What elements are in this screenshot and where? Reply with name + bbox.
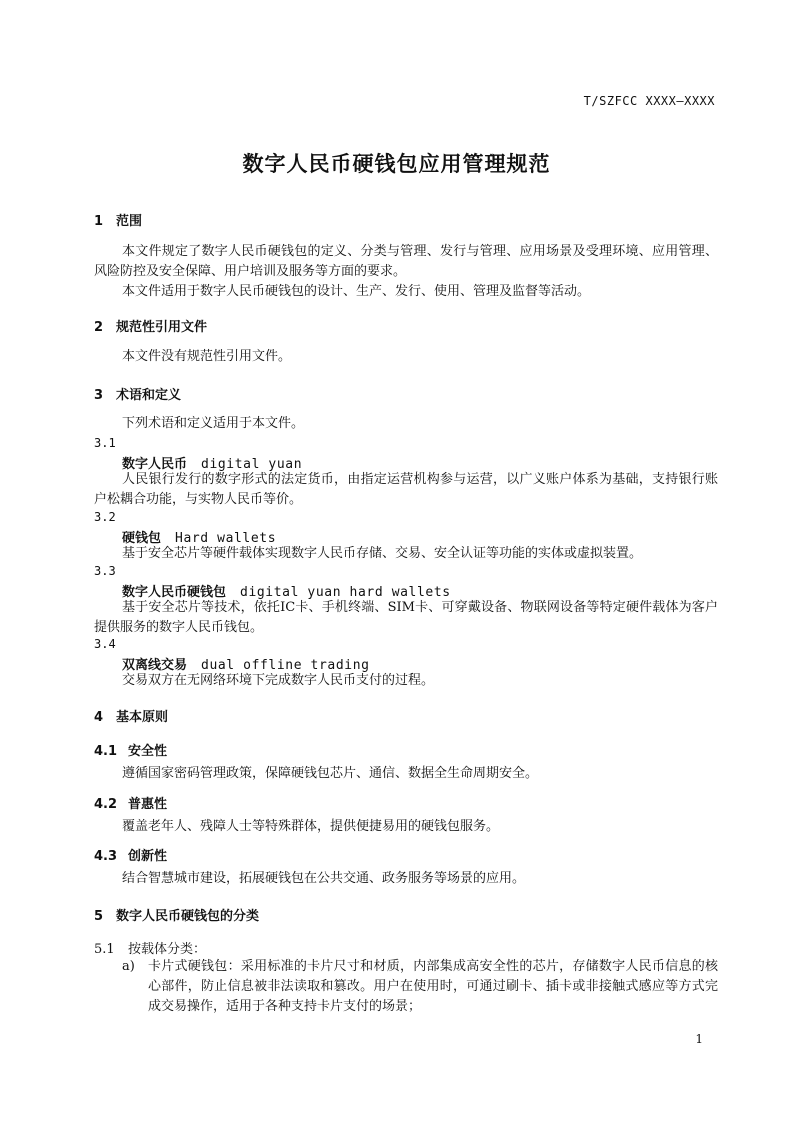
term-zh: 数字人民币 (122, 457, 188, 472)
subsection-heading (94, 845, 167, 864)
subsection-number: 4.1 (94, 744, 118, 759)
paragraph: 结合智慧城市建设，拓展硬钱包在公共交通、政务服务等场景的应用。 (122, 871, 526, 886)
term-en: digital yuan hard wallets (240, 585, 451, 600)
document-number: T/SZFCC XXXX—XXXX (583, 94, 715, 108)
subsection-title: 创新性 (128, 849, 168, 864)
subsection-number: 5.1 (94, 942, 115, 957)
section-title: 规范性引用文件 (116, 320, 208, 335)
subsection-number: 4.3 (94, 849, 118, 864)
section-number: 1 (94, 214, 104, 229)
term-en: dual offline trading (201, 658, 370, 673)
subsection-number: 4.2 (94, 797, 118, 812)
section-heading-4 (94, 706, 168, 725)
term-definition: 基于安全芯片等硬件载体实现数字人民币存储、交易、安全认证等功能的实体或虚拟装置。 (122, 546, 643, 561)
subsection-heading (94, 938, 206, 957)
section-heading-1 (94, 210, 142, 229)
section-heading-2 (94, 316, 207, 335)
subsection-title: 安全性 (128, 744, 168, 759)
section-title: 术语和定义 (116, 388, 182, 403)
term-zh: 双离线交易 (122, 658, 188, 673)
paragraph: 下列术语和定义适用于本文件。 (122, 416, 305, 431)
section-number: 5 (94, 909, 104, 924)
page-number: 1 (695, 1032, 703, 1046)
section-title: 范围 (116, 214, 143, 229)
term-zh: 硬钱包 (122, 531, 162, 546)
paragraph: 本文件没有规范性引用文件。 (122, 349, 292, 364)
section-title: 基本原则 (116, 710, 169, 725)
term-number: 3.4 (94, 637, 116, 651)
term-en: Hard wallets (175, 531, 277, 546)
paragraph: 本文件适用于数字人民币硬钱包的设计、生产、发行、使用、管理及监督等活动。 (122, 284, 591, 299)
list-item (122, 957, 718, 1017)
section-title: 数字人民币硬钱包的分类 (116, 909, 260, 924)
subsection-title: 普惠性 (128, 797, 168, 812)
section-number: 2 (94, 320, 104, 335)
subsection-heading (94, 793, 167, 812)
section-heading-5 (94, 905, 259, 924)
page-title: 数字人民币硬钱包应用管理规范 (242, 152, 551, 176)
term-definition: 人民银行发行的数字形式的法定货币，由指定运营机构参与运营，以广义账户体系为基础，支持银行账户松耦合功能，与实物人民币等价。 (94, 472, 718, 507)
term-number: 3.1 (94, 436, 116, 450)
paragraph: 本文件规定了数字人民币硬钱包的定义、分类与管理、发行与管理、应用场景及受理环境、应用管理、风险防控及安全保障、用户培训及服务等方面的要求。 (94, 244, 718, 279)
list-item-text: 卡片式硬钱包：采用标准的卡片尺寸和材质，内部集成高安全性的芯片，存储数字人民币信息的核心部件，防止信息被非法读取和篡改。用户在使用时，可通过刷卡、插卡或非接触式感应等方式完成交易操作，适用于各种支持卡片支付的场景； (148, 959, 718, 1014)
term-definition: 基于安全芯片等技术，依托IC卡、手机终端、SIM卡、可穿戴设备、物联网设备等特定硬件载体为客户提供服务的数字人民币钱包。 (94, 600, 718, 635)
section-number: 4 (94, 710, 104, 725)
term-number: 3.2 (94, 510, 116, 524)
subsection-heading (94, 740, 167, 759)
term-en: digital yuan (201, 457, 303, 472)
term-zh: 数字人民币硬钱包 (122, 585, 227, 600)
section-heading-3 (94, 384, 181, 403)
term-definition: 交易双方在无网络环境下完成数字人民币支付的过程。 (122, 673, 435, 688)
paragraph: 遵循国家密码管理政策，保障硬钱包芯片、通信、数据全生命周期安全。 (122, 766, 539, 781)
term-number: 3.3 (94, 564, 116, 578)
list-item-label: a) (122, 959, 135, 974)
section-number: 3 (94, 388, 104, 403)
subsection-title: 按载体分类： (128, 942, 207, 957)
paragraph: 覆盖老年人、残障人士等特殊群体，提供便捷易用的硬钱包服务。 (122, 819, 500, 834)
